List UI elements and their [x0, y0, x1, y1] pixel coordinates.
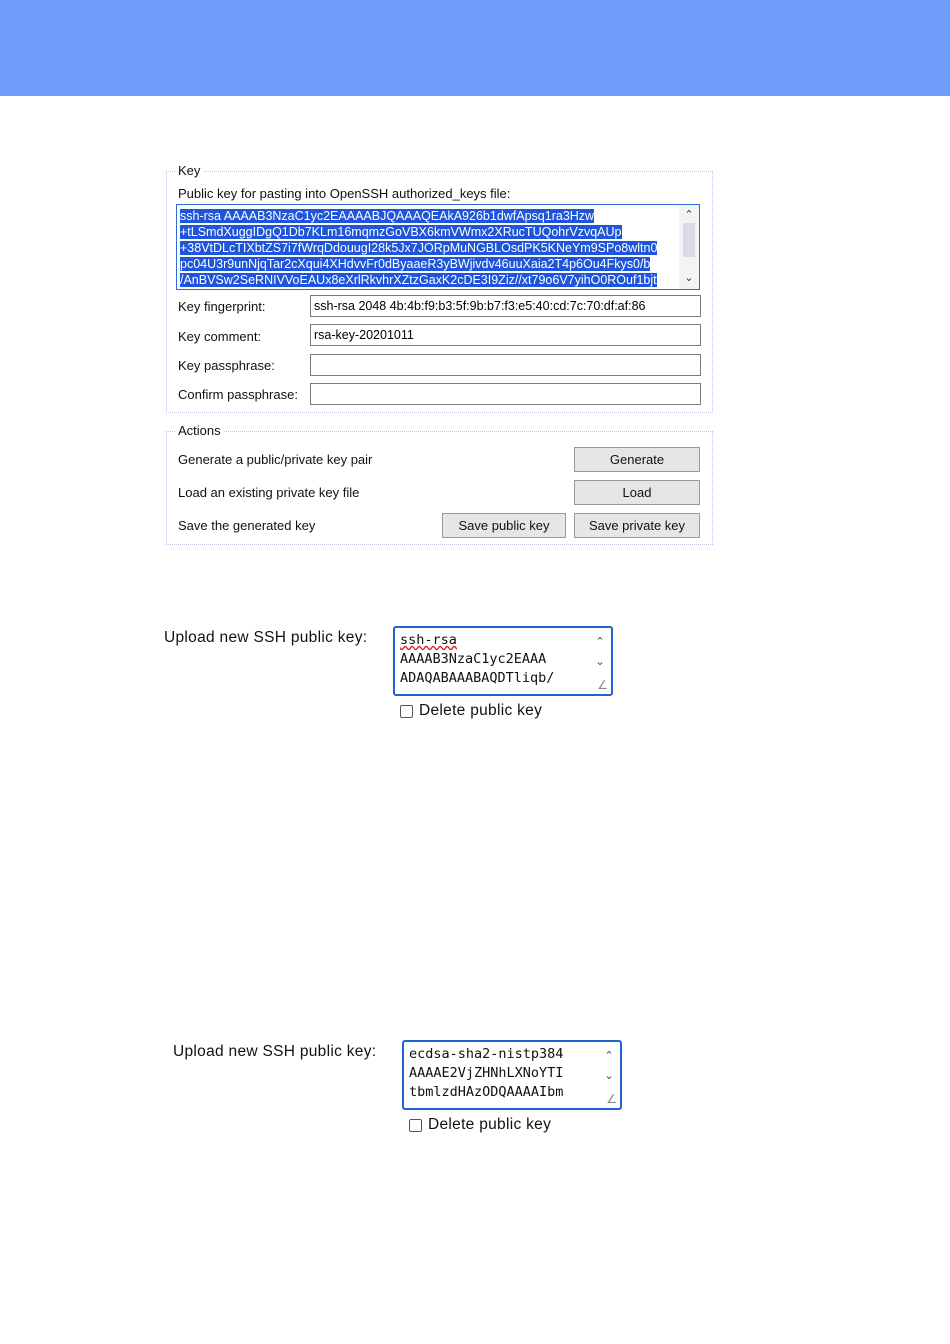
generate-button[interactable]: Generate [574, 447, 700, 472]
upload-key-line: ssh-rsa [400, 632, 457, 648]
public-key-line: ssh-rsa AAAAB3NzaC1yc2EAAAABJQAAAQEAkA926b1dwfApsq1ra3Hzw [180, 209, 595, 223]
delete-key-label: Delete public key [428, 1116, 552, 1133]
upload-key-line: AAAAB3NzaC1yc2EAAA [400, 651, 547, 667]
actions-group-title: Actions [175, 423, 224, 438]
delete-key-checkbox-row[interactable] [400, 702, 542, 720]
passphrase-field[interactable] [310, 354, 701, 376]
key-group-title: Key [175, 163, 203, 178]
confirm-passphrase-label: Confirm passphrase: [178, 387, 298, 402]
upload-key-label: Upload new SSH public key: [164, 629, 368, 646]
fingerprint-label: Key fingerprint: [178, 299, 266, 314]
upload-key-line: ADAQABAAABAQDTliqb/ [400, 670, 555, 686]
public-key-textarea[interactable] [176, 204, 700, 290]
public-key-line: +tLSmdXuggIDgQ1Db7KLm16mqmzGoVBX6kmVWmx2XRucTUQohrVzvqAUp [180, 225, 622, 239]
public-key-line: +38VtDLcTIXbtZS7i7fWrqDdouugI28k5Jx7JORpMuNGBLOsdPK5KNeYm9SPo8wltn0 [180, 241, 658, 255]
confirm-passphrase-field[interactable] [310, 383, 701, 405]
resize-grip-icon[interactable]: ∠ [597, 678, 608, 692]
upload-key-line: AAAAE2VjZHNhLXNoYTI [409, 1065, 564, 1081]
upload-key-text [400, 631, 554, 688]
load-button[interactable]: Load [574, 480, 700, 505]
upload-key-textarea[interactable] [393, 626, 613, 696]
load-text: Load an existing private key file [178, 485, 360, 500]
upload-key-text [409, 1045, 563, 1102]
scroll-down-icon[interactable]: ⌄ [684, 272, 694, 284]
save-private-key-button[interactable]: Save private key [574, 513, 700, 538]
top-banner [0, 0, 950, 96]
passphrase-label: Key passphrase: [178, 358, 275, 373]
public-key-line: /AnBVSw2SeRNIVVoEAUx8eXrlRkvhrXZtzGaxK2cDE3I9Ziz//xt79o6V7yihO0ROuf1bjt [180, 273, 657, 287]
generate-text: Generate a public/private key pair [178, 452, 373, 467]
fingerprint-field[interactable]: ssh-rsa 2048 4b:4b:f9:b3:5f:9b:b7:f3:e5:40:cd:7c:70:df:af:86 [310, 295, 701, 317]
delete-key-checkbox[interactable] [409, 1119, 422, 1132]
upload-key-scrollbar[interactable] [593, 632, 607, 672]
scroll-up-icon[interactable]: ⌃ [595, 636, 605, 648]
save-text: Save the generated key [178, 518, 316, 533]
upload-key-line: ecdsa-sha2-nistp384 [409, 1046, 564, 1062]
delete-key-checkbox[interactable] [400, 705, 413, 718]
delete-key-label: Delete public key [419, 702, 543, 719]
resize-grip-icon[interactable]: ∠ [606, 1092, 617, 1106]
upload-key-scrollbar[interactable] [602, 1046, 616, 1086]
upload-key-label: Upload new SSH public key: [173, 1043, 377, 1060]
public-key-label: Public key for pasting into OpenSSH authorized_keys file: [178, 186, 511, 201]
scroll-down-icon[interactable]: ⌄ [595, 656, 605, 668]
key-comment-field[interactable]: rsa-key-20201011 [310, 324, 701, 346]
upload-key-line: tbmlzdHAzODQAAAAIbm [409, 1084, 564, 1100]
public-key-text [180, 208, 677, 288]
public-key-scrollbar[interactable] [679, 205, 699, 289]
scroll-thumb[interactable] [683, 223, 695, 257]
delete-key-checkbox-row[interactable] [409, 1116, 551, 1134]
scroll-down-icon[interactable]: ⌄ [604, 1070, 614, 1082]
scroll-up-icon[interactable]: ⌃ [604, 1050, 614, 1062]
upload-key-textarea[interactable] [402, 1040, 622, 1110]
scroll-up-icon[interactable]: ⌃ [684, 209, 694, 221]
public-key-line: pc04U3r9unNjqTar2cXqui4XHdvvFr0dByaaeR3yBWjivdv46uuXaia2T4p6Ou4Fkys0/b [180, 257, 651, 271]
save-public-key-button[interactable]: Save public key [442, 513, 566, 538]
key-comment-label: Key comment: [178, 329, 262, 344]
